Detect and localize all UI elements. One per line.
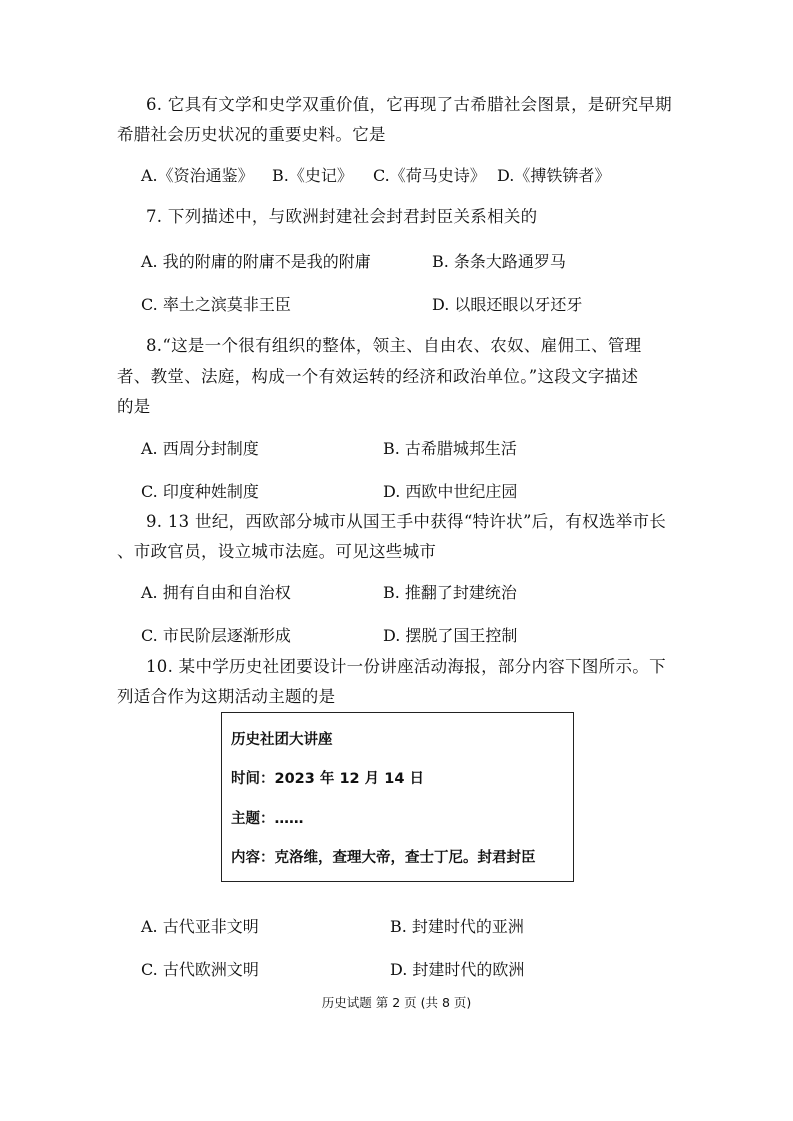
q10-option-d: D. 封建时代的欧洲	[390, 960, 525, 979]
q9-option-d: D. 摆脱了国王控制	[383, 626, 518, 645]
q9-option-a: A. 拥有自由和自治权	[141, 583, 291, 602]
q8-stem-line3: 的是	[117, 397, 151, 416]
poster-box	[221, 712, 574, 882]
q8-stem-line2: 者、教堂、法庭，构成一个有效运转的经济和政治单位。”这段文字描述	[117, 367, 639, 386]
q10-option-c: C. 古代欧洲文明	[141, 960, 259, 979]
q7-option-d: D. 以眼还眼以牙还牙	[432, 295, 583, 314]
q6-stem-line2: 希腊社会历史状况的重要史料。它是	[117, 125, 386, 144]
q8-option-a: A. 西周分封制度	[141, 439, 259, 458]
q7-option-b: B. 条条大路通罗马	[432, 252, 566, 271]
q9-option-b: B. 推翻了封建统治	[383, 583, 517, 602]
q8-option-d: D. 西欧中世纪庄园	[383, 482, 518, 501]
poster-title: 历史社团大讲座	[231, 732, 333, 748]
q8-option-b: B. 古希腊城邦生活	[383, 439, 517, 458]
poster-content: 内容：克洛维，查理大帝，查士丁尼。封君封臣	[231, 850, 536, 866]
q7-option-c: C. 率土之滨莫非王臣	[141, 295, 291, 314]
page-footer: 历史试题 第 2 页 (共 8 页)	[321, 995, 472, 1010]
q7-option-a: A. 我的附庸的附庸不是我的附庸	[141, 252, 371, 271]
q6-stem-line1: 6. 它具有文学和史学双重价值，它再现了古希腊社会图景，是研究早期	[146, 95, 672, 114]
q8-option-c: C. 印度种姓制度	[141, 482, 259, 501]
q7-stem-line1: 7. 下列描述中，与欧洲封建社会封君封臣关系相关的	[146, 207, 538, 226]
q9-stem-line2: 、市政官员，设立城市法庭。可见这些城市	[117, 542, 437, 561]
q10-option-a: A. 古代亚非文明	[141, 917, 259, 936]
q6-option-c: C.《荷马史诗》	[373, 166, 486, 185]
q6-option-d: D.《搏铁锛者》	[497, 166, 611, 185]
q9-stem-line1: 9. 13 世纪，西欧部分城市从国王手中获得“特许状”后，有权选举市长	[146, 512, 667, 531]
q10-stem-line2: 列适合作为这期活动主题的是	[117, 687, 336, 706]
q10-stem-line1: 10. 某中学历史社团要设计一份讲座活动海报，部分内容下图所示。下	[146, 657, 666, 676]
q9-option-c: C. 市民阶层逐渐形成	[141, 626, 291, 645]
q8-stem-line1: 8.“这是一个很有组织的整体，领主、自由农、农奴、雇佣工、管理	[146, 336, 642, 355]
q10-option-b: B. 封建时代的亚洲	[390, 917, 524, 936]
q6-option-a: A.《资治通鉴》	[141, 166, 254, 185]
poster-topic: 主题：……	[231, 811, 304, 827]
poster-time: 时间：2023 年 12 月 14 日	[231, 771, 424, 787]
q6-option-b: B.《史记》	[272, 166, 353, 185]
